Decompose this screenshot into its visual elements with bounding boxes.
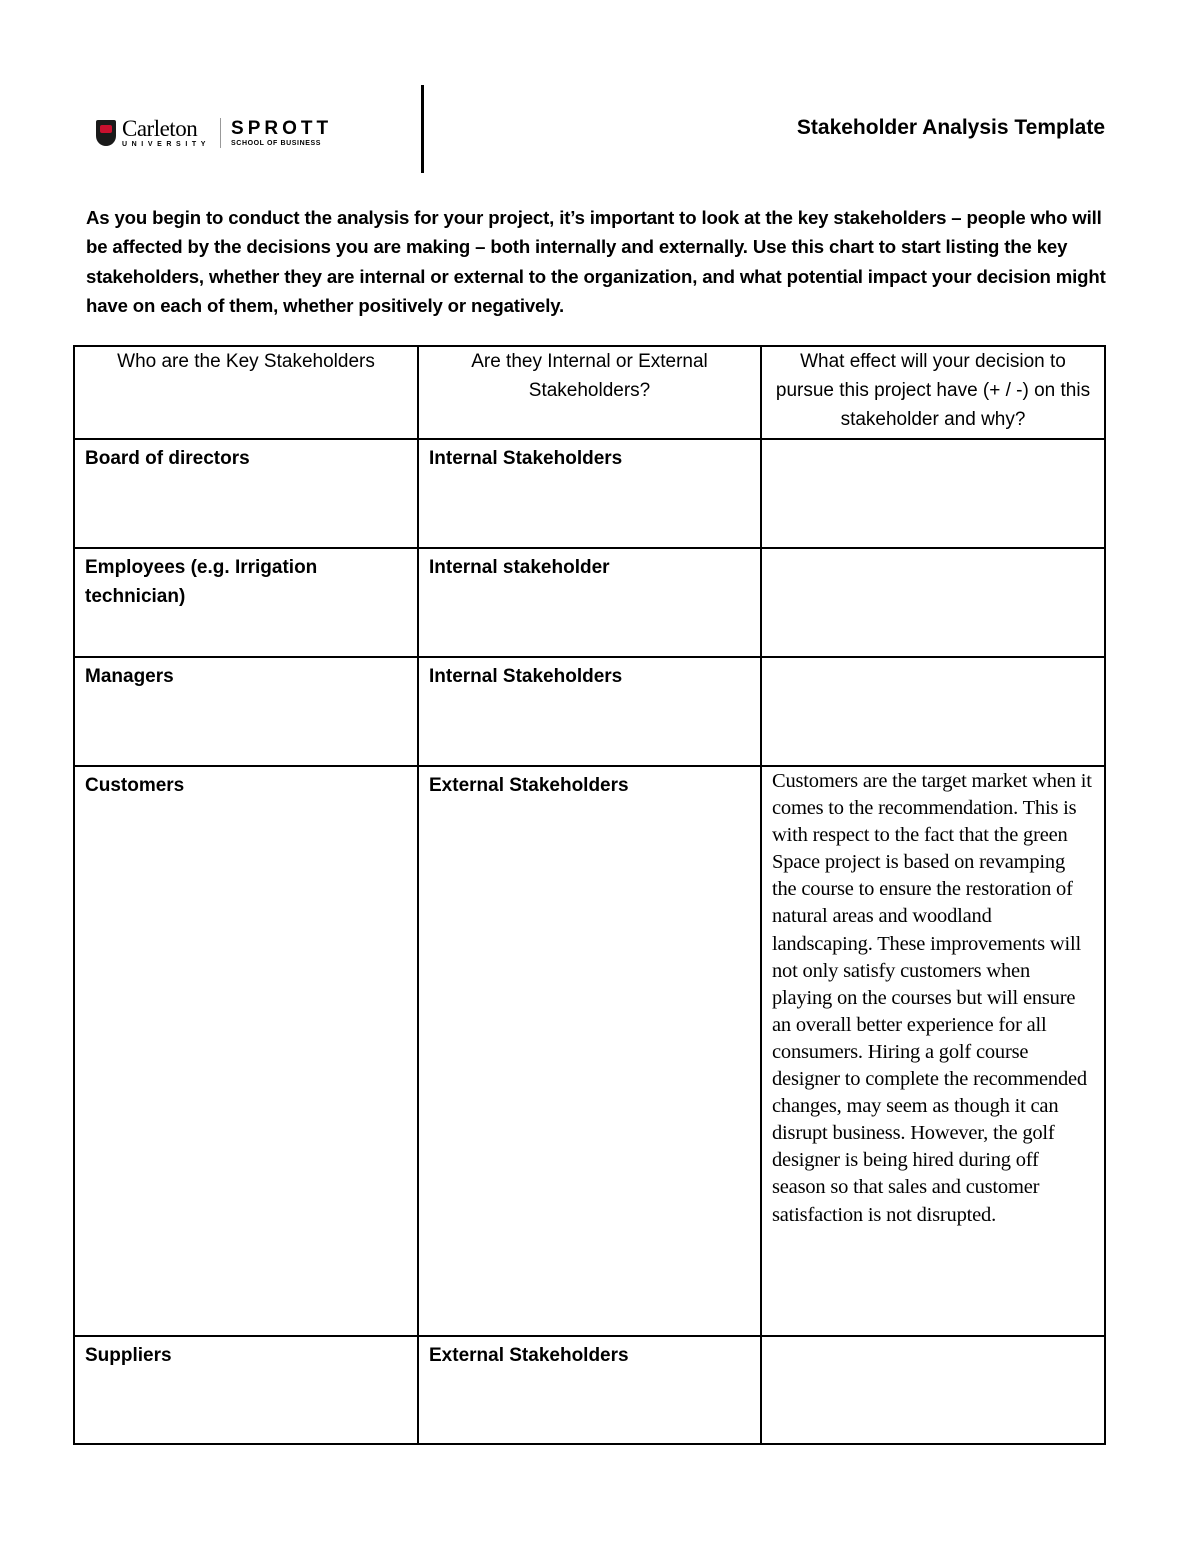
cell-type[interactable]: External Stakeholders — [418, 766, 761, 1336]
table-row — [74, 657, 1105, 766]
logo-university-sub: UNIVERSITY — [122, 141, 211, 148]
table-row — [74, 766, 1105, 1336]
cell-effect[interactable] — [761, 548, 1105, 657]
cell-who[interactable]: Customers — [74, 766, 418, 1336]
logo-school: SPROTT — [231, 118, 333, 139]
intro-paragraph: As you begin to conduct the analysis for your project, it’s important to look at the key stakeholders – people who will be affected by the decisions you are making – both internally and externally. Use this chart to start listing the key stakeholders, whether they are internal or external to the organization, and what potential impact your decision might have on each of them, whether positively or negatively. — [86, 207, 1106, 316]
table-row — [74, 439, 1105, 548]
table-row — [74, 1336, 1105, 1444]
cell-type[interactable]: Internal Stakeholders — [418, 439, 761, 548]
cell-effect[interactable] — [761, 657, 1105, 766]
cell-type[interactable]: Internal stakeholder — [418, 548, 761, 657]
table-header-row — [74, 346, 1105, 439]
cell-effect[interactable] — [761, 1336, 1105, 1444]
logo-school-sub: SCHOOL OF BUSINESS — [231, 140, 322, 147]
cell-type[interactable]: External Stakeholders — [418, 1336, 761, 1444]
cell-who[interactable]: Suppliers — [74, 1336, 418, 1444]
cell-type[interactable]: Internal Stakeholders — [418, 657, 761, 766]
header-who: Who are the Key Stakeholders — [74, 346, 418, 439]
carleton-shield-icon — [96, 120, 116, 146]
logo-university: Carleton — [122, 116, 198, 141]
cell-effect[interactable]: Customers are the target market when it comes to the recommendation. This is with respect to the fact that the green Space project is based on revamping the course to ensure the restoration of natural areas and woodland landscaping. These improvements will not only satisfy customers when playing on the courses but will ensure an overall better experience for all consumers. Hiring a golf course designer to complete the recommended changes, may seem as though it can disrupt business. However, the golf designer is being hired during off season so that sales and customer satisfaction is not disrupted. — [761, 766, 1105, 1336]
header-type: Are they Internal or External Stakeholders? — [418, 346, 761, 439]
header-divider — [421, 85, 424, 173]
cell-who[interactable]: Board of directors — [74, 439, 418, 548]
stakeholder-table — [73, 345, 1106, 1445]
cell-effect[interactable] — [761, 439, 1105, 548]
cell-who[interactable]: Employees (e.g. Irrigation technician) — [74, 548, 418, 657]
carleton-sprott-logo — [96, 118, 332, 148]
cell-who[interactable]: Managers — [74, 657, 418, 766]
logo-divider — [220, 118, 221, 148]
table-row — [74, 548, 1105, 657]
header-effect: What effect will your decision to pursue this project have (+ / -) on this stakeholder and why? — [761, 346, 1105, 439]
document-title: Stakeholder Analysis Template — [796, 116, 1105, 139]
